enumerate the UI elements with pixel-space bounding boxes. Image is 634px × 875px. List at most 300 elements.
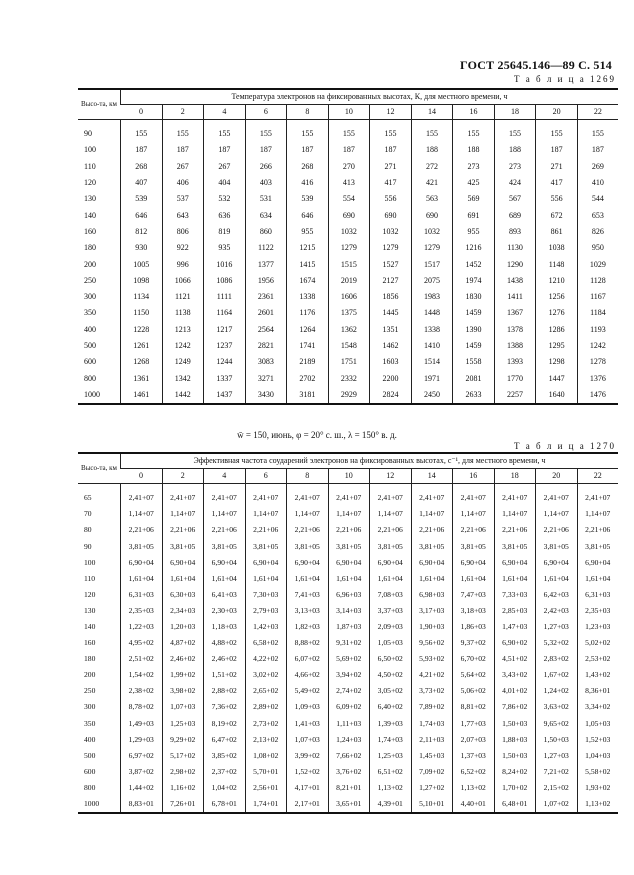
cell-value: 2564 [245,322,287,338]
row-label: 65 [84,493,92,503]
cell-value: 5,49+02 [287,683,329,699]
column-header: 2 [162,469,204,484]
cell-value: 1,07+02 [536,796,578,813]
cell-value: 1956 [245,273,287,289]
cell-value: 187 [204,142,246,158]
cell-value: 1558 [453,354,495,370]
cell-value: 1,14+07 [370,506,412,522]
cell-value: 1974 [453,273,495,289]
cell-value: 1741 [287,338,329,354]
cell-value: 1,74+01 [245,796,287,813]
cell-value: 6,40+02 [370,699,412,715]
cell-value: 3,81+05 [370,538,412,554]
cell-value: 2,88+02 [204,683,246,699]
cell-value: 1856 [370,289,412,305]
cell-value: 1,13+02 [370,780,412,796]
cell-value: 2,85+03 [494,603,536,619]
cell-value: 1038 [536,240,578,256]
cell-value: 188 [494,142,536,158]
row-label: 130 [84,194,96,204]
cell-value: 1,49+03 [121,715,163,731]
column-header: 4 [204,469,246,484]
cell-value: 3181 [287,387,329,404]
cell-value: 1264 [287,322,329,338]
cell-value: 1,14+07 [245,506,287,522]
cell-value: 955 [287,224,329,240]
row-label: 180 [84,654,96,664]
cell-value: 3,02+02 [245,667,287,683]
cell-value: 2,11+03 [411,731,453,747]
cell-value: 1376 [577,370,618,386]
cell-value: 425 [453,175,495,191]
cell-value: 8,24+02 [494,764,536,780]
cell-value: 1,61+04 [121,570,163,586]
cell-value: 6,78+01 [204,796,246,813]
cell-value: 4,01+02 [494,683,536,699]
cell-value: 689 [494,207,536,223]
cell-value: 1111 [204,289,246,305]
cell-value: 1603 [370,354,412,370]
table-row [78,538,618,554]
table-1270-title: Т а б л и ц а 1270 [514,441,616,451]
cell-value: 1,14+07 [121,506,163,522]
cell-value: 268 [287,159,329,175]
cell-value: 2,56+01 [245,780,287,796]
cell-value: 653 [577,207,618,223]
cell-value: 1,27+03 [536,619,578,635]
cell-value: 6,51+02 [370,764,412,780]
cell-value: 3,81+05 [494,538,536,554]
cell-value: 6,90+02 [494,635,536,651]
cell-value: 1,74+03 [370,731,412,747]
cell-value: 1,90+03 [411,619,453,635]
cell-value: 3,87+02 [121,764,163,780]
cell-value: 7,86+02 [494,699,536,715]
cell-value: 1,25+03 [162,715,204,731]
page-header: ГОСТ 25645.146—89 С. 514 [460,58,612,72]
cell-value: 6,31+03 [577,587,618,603]
row-label: 1000 [84,799,100,809]
cell-value: 6,90+04 [287,554,329,570]
cell-value: 4,21+02 [411,667,453,683]
cell-value: 893 [494,224,536,240]
cell-value: 6,90+04 [536,554,578,570]
cell-value: 1150 [121,305,163,321]
cell-value: 6,09+02 [328,699,370,715]
cell-value: 2,41+07 [536,484,578,507]
cell-value: 1256 [536,289,578,305]
cell-value: 6,30+03 [162,587,204,603]
cell-value: 819 [204,224,246,240]
cell-value: 1,52+02 [287,764,329,780]
cell-value: 1295 [536,338,578,354]
cell-value: 4,40+01 [453,796,495,813]
table-row [78,120,618,143]
cell-value: 1,61+04 [536,570,578,586]
cell-value: 1210 [536,273,578,289]
cell-value: 6,96+03 [328,587,370,603]
cell-value: 1098 [121,273,163,289]
cell-value: 3,05+02 [370,683,412,699]
group-header: Эффективная частота соударений электронов на фиксированных высотах, с⁻¹, для местного времени, ч [121,453,619,469]
table-row [78,322,618,338]
cell-value: 1375 [328,305,370,321]
cell-value: 2,21+06 [204,522,246,538]
cell-value: 6,90+04 [204,554,246,570]
cell-value: 1130 [494,240,536,256]
cell-value: 1517 [411,256,453,272]
row-label: 500 [84,341,96,350]
cell-value: 1,41+03 [287,715,329,731]
table-row [78,554,618,570]
cell-value: 1,18+03 [204,619,246,635]
column-header: 20 [536,105,578,120]
cell-value: 6,07+02 [287,651,329,667]
cell-value: 1128 [577,273,618,289]
table-row [78,522,618,538]
cell-value: 1,61+04 [411,570,453,586]
cell-value: 155 [162,120,204,143]
cell-value: 2,30+03 [204,603,246,619]
cell-value: 1,61+04 [245,570,287,586]
row-label: 110 [84,161,96,171]
cell-value: 1148 [536,256,578,272]
cell-value: 2200 [370,370,412,386]
cell-value: 690 [411,207,453,223]
row-label: 130 [84,605,96,615]
table-row [78,699,618,715]
cell-value: 3,65+01 [328,796,370,813]
table-row [78,159,618,175]
cell-value: 1459 [453,338,495,354]
cell-value: 8,36+01 [577,683,618,699]
cell-value: 1,14+07 [204,506,246,522]
cell-value: 424 [494,175,536,191]
cell-value: 3,14+03 [328,603,370,619]
cell-value: 539 [121,191,163,207]
column-header: 14 [411,105,453,120]
cell-value: 3,73+02 [411,683,453,699]
cell-value: 4,51+02 [494,651,536,667]
cell-value: 6,47+02 [204,731,246,747]
row-label: 100 [84,557,96,567]
cell-value: 268 [121,159,163,175]
table-row [78,354,618,370]
cell-value: 155 [411,120,453,143]
cell-value: 1,08+02 [245,748,287,764]
cell-value: 272 [411,159,453,175]
cell-value: 6,90+04 [370,554,412,570]
cell-value: 1,70+02 [494,780,536,796]
cell-value: 1032 [370,224,412,240]
cell-value: 2081 [453,370,495,386]
row-label: 250 [84,686,96,696]
cell-value: 188 [453,142,495,158]
cell-value: 413 [328,175,370,191]
cell-value: 1,14+07 [577,506,618,522]
cell-value: 806 [162,224,204,240]
cell-value: 3430 [245,387,287,404]
cell-value: 8,81+02 [453,699,495,715]
row-label: 90 [84,129,92,139]
row-label: 500 [84,750,96,760]
column-header: 8 [287,469,329,484]
cell-value: 3,81+05 [453,538,495,554]
cell-value: 5,70+01 [245,764,287,780]
cell-value: 416 [287,175,329,191]
cell-value: 7,33+03 [494,587,536,603]
cell-value: 2,41+07 [121,484,163,507]
cell-value: 6,31+03 [121,587,163,603]
cell-value: 1606 [328,289,370,305]
cell-value: 5,02+02 [577,635,618,651]
table-row [78,635,618,651]
cell-value: 1261 [121,338,163,354]
cell-value: 531 [245,191,287,207]
column-header: 8 [287,105,329,120]
cell-value: 2,07+03 [453,731,495,747]
row-label: 600 [84,357,96,367]
cell-value: 2,42+03 [536,603,578,619]
cell-value: 1121 [162,289,204,305]
cell-value: 6,90+04 [121,554,163,570]
cell-value: 4,88+02 [204,635,246,651]
cell-value: 1452 [453,256,495,272]
cell-value: 1,50+03 [494,715,536,731]
cell-value: 2,21+06 [121,522,163,538]
cell-value: 2332 [328,370,370,386]
cell-value: 5,10+01 [411,796,453,813]
cell-value: 6,90+04 [453,554,495,570]
column-header: 4 [204,105,246,120]
table-row [78,796,618,813]
cell-value: 2127 [370,273,412,289]
row-label: 400 [84,734,96,744]
cell-value: 1,13+02 [577,796,618,813]
cell-value: 187 [287,142,329,158]
cell-value: 1005 [121,256,163,272]
cell-value: 7,89+02 [411,699,453,715]
cell-value: 1,50+03 [494,748,536,764]
cell-value: 6,90+04 [162,554,204,570]
row-label: 350 [84,308,96,318]
cell-value: 155 [204,120,246,143]
row-label: 90 [84,541,92,551]
cell-value: 1830 [453,289,495,305]
row-label: 300 [84,702,96,712]
cell-value: 860 [245,224,287,240]
cell-value: 1,24+03 [328,731,370,747]
cell-value: 2,74+02 [328,683,370,699]
cell-value: 155 [245,120,287,143]
table-row [78,619,618,635]
cell-value: 2,21+06 [411,522,453,538]
cell-value: 7,47+03 [453,587,495,603]
cell-value: 1,14+07 [287,506,329,522]
cell-value: 1,47+03 [494,619,536,635]
cell-value: 690 [370,207,412,223]
cell-value: 2,83+02 [536,651,578,667]
cell-value: 2,15+02 [536,780,578,796]
cell-value: 3,81+05 [577,538,618,554]
table-row [78,240,618,256]
cell-value: 1,14+07 [328,506,370,522]
group-header: Температура электронов на фиксированных высотах, К, для местного времени, ч [121,89,619,105]
row-label: 1000 [84,389,100,399]
cell-value: 3271 [245,370,287,386]
cell-value: 643 [162,207,204,223]
cell-value: 4,50+02 [370,667,412,683]
cell-value: 1276 [536,305,578,321]
cell-value: 1,25+03 [370,748,412,764]
cell-value: 187 [536,142,578,158]
cell-value: 3,43+02 [494,667,536,683]
cell-value: 7,26+01 [162,796,204,813]
cell-value: 1,77+03 [453,715,495,731]
cell-value: 2,51+02 [121,651,163,667]
cell-value: 6,50+02 [370,651,412,667]
column-header: 20 [536,469,578,484]
cell-value: 2,21+06 [536,522,578,538]
cell-value: 155 [577,120,618,143]
column-header: 10 [328,469,370,484]
cell-value: 2929 [328,387,370,404]
cell-value: 935 [204,240,246,256]
cell-value: 2,41+07 [411,484,453,507]
cell-value: 1,61+04 [370,570,412,586]
table-row [78,191,618,207]
table-1269 [78,88,618,405]
cell-value: 1410 [411,338,453,354]
cell-value: 1367 [494,305,536,321]
cell-value: 1,23+03 [577,619,618,635]
column-header: 18 [494,469,536,484]
cell-value: 1,37+03 [453,748,495,764]
cell-value: 1515 [328,256,370,272]
cell-value: 1983 [411,289,453,305]
cell-value: 1,20+03 [162,619,204,635]
cell-value: 1,54+02 [121,667,163,683]
cell-value: 7,30+03 [245,587,287,603]
column-header: 0 [121,105,163,120]
cell-value: 1,42+03 [245,619,287,635]
cell-value: 1,51+02 [204,667,246,683]
cell-value: 267 [162,159,204,175]
cell-value: 3,99+02 [287,748,329,764]
cell-value: 3,18+03 [453,603,495,619]
cell-value: 6,90+04 [245,554,287,570]
cell-value: 6,42+03 [536,587,578,603]
cell-value: 155 [287,120,329,143]
row-label: 100 [84,145,96,155]
cell-value: 2450 [411,387,453,404]
cell-value: 7,41+03 [287,587,329,603]
cell-value: 1,61+04 [204,570,246,586]
cell-value: 1,14+07 [536,506,578,522]
cell-value: 270 [328,159,370,175]
cell-value: 1,04+03 [577,748,618,764]
cell-value: 7,36+02 [204,699,246,715]
cell-value: 826 [577,224,618,240]
row-label: 800 [84,782,96,792]
table-row [78,715,618,731]
row-header: Высо-та, км [78,89,121,120]
cell-value: 6,90+04 [411,554,453,570]
cell-value: 567 [494,191,536,207]
cell-value: 266 [245,159,287,175]
cell-value: 2,38+02 [121,683,163,699]
row-label: 120 [84,178,96,188]
table-row [78,207,618,223]
column-header: 0 [121,469,163,484]
cell-value: 2,41+07 [287,484,329,507]
cell-value: 2019 [328,273,370,289]
cell-value: 1279 [328,240,370,256]
cell-value: 1,99+02 [162,667,204,683]
table-row [78,289,618,305]
cell-value: 1,11+03 [328,715,370,731]
cell-value: 2,21+06 [328,522,370,538]
cell-value: 1390 [453,322,495,338]
table-row [78,175,618,191]
table-row [78,305,618,321]
table-row [78,731,618,747]
cell-value: 2,46+02 [162,651,204,667]
cell-value: 1415 [287,256,329,272]
cell-value: 1378 [494,322,536,338]
cell-value: 9,29+02 [162,731,204,747]
table-row [78,570,618,586]
cell-value: 1971 [411,370,453,386]
table-row [78,603,618,619]
cell-value: 1290 [494,256,536,272]
cell-value: 636 [204,207,246,223]
cell-value: 3,81+05 [411,538,453,554]
column-header-row [78,469,618,484]
cell-value: 1447 [536,370,578,386]
cell-value: 1029 [577,256,618,272]
table-row [78,338,618,354]
cell-value: 2,65+02 [245,683,287,699]
cell-value: 1362 [328,322,370,338]
cell-value: 4,95+02 [121,635,163,651]
row-label: 160 [84,638,96,648]
cell-value: 539 [287,191,329,207]
table-row [78,484,618,507]
table-row [78,387,618,404]
cell-value: 1527 [370,256,412,272]
cell-value: 1,61+04 [494,570,536,586]
cell-value: 1337 [204,370,246,386]
cell-value: 2,34+03 [162,603,204,619]
cell-value: 1138 [162,305,204,321]
header-row [78,453,618,469]
column-header: 10 [328,105,370,120]
cell-value: 1213 [162,322,204,338]
cell-value: 155 [536,120,578,143]
row-label: 120 [84,589,96,599]
cell-value: 2,41+07 [494,484,536,507]
cell-value: 556 [370,191,412,207]
cell-value: 1032 [328,224,370,240]
cell-value: 922 [162,240,204,256]
cell-value: 187 [245,142,287,158]
cell-value: 5,58+02 [577,764,618,780]
table-row [78,506,618,522]
cell-value: 5,32+02 [536,635,578,651]
cell-value: 1066 [162,273,204,289]
cell-value: 9,56+02 [411,635,453,651]
